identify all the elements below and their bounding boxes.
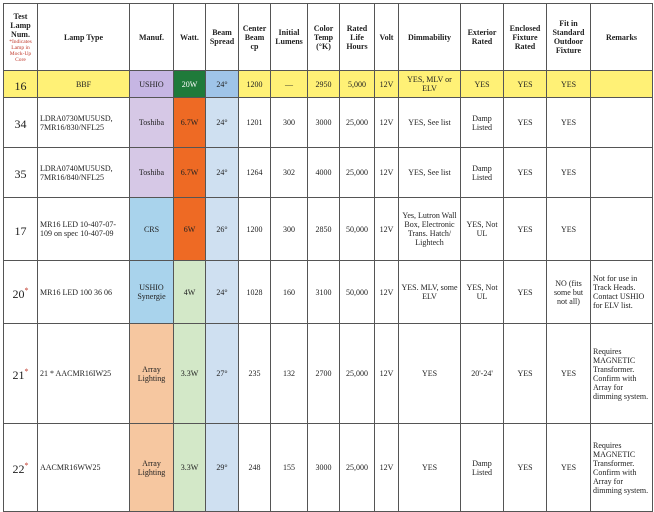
voltage: 12V	[375, 71, 399, 98]
beam-spread: 24°	[206, 261, 239, 324]
col-header-test-lamp: Test Lamp Num. *Indicates Lamp in Mock-Up Core	[4, 4, 38, 71]
table-row	[4, 198, 653, 261]
rated-life: 25,000	[340, 98, 375, 148]
table-row	[4, 98, 653, 148]
color-temp: 3100	[308, 261, 340, 324]
lamp-comparison-table	[3, 3, 653, 512]
center-beam-cp: 248	[239, 424, 271, 512]
fit-outdoor: YES	[547, 198, 591, 261]
manufacturer: Toshiba	[130, 148, 174, 198]
wattage: 6W	[174, 198, 206, 261]
voltage: 12V	[375, 198, 399, 261]
table-row	[4, 71, 653, 98]
manufacturer: Array Lighting	[130, 424, 174, 512]
initial-lumens: 132	[271, 324, 308, 424]
voltage: 12V	[375, 261, 399, 324]
initial-lumens: 300	[271, 198, 308, 261]
color-temp: 4000	[308, 148, 340, 198]
dimmability: Yes, Lutron Wall Box, Electronic Trans. Hatch/ Lightech	[399, 198, 461, 261]
wattage: 6.7W	[174, 98, 206, 148]
enclosed-rated: YES	[504, 71, 547, 98]
table-row	[4, 261, 653, 324]
color-temp: 2850	[308, 198, 340, 261]
col-header-lamp-type: Lamp Type	[38, 4, 130, 71]
lamp-number: 20*	[4, 261, 38, 324]
initial-lumens: 155	[271, 424, 308, 512]
initial-lumens: 300	[271, 98, 308, 148]
lamp-comparison-sheet	[3, 3, 651, 495]
manufacturer: CRS	[130, 198, 174, 261]
col-header-remarks: Remarks	[591, 4, 653, 71]
center-beam-cp: 1201	[239, 98, 271, 148]
remarks: Not for use in Track Heads. Contact USHIO for ELV list.	[591, 261, 653, 324]
dimmability: YES, See list	[399, 148, 461, 198]
rated-life: 25,000	[340, 424, 375, 512]
exterior-rated: YES	[461, 71, 504, 98]
exterior-rated: 20'-24'	[461, 324, 504, 424]
rated-life: 50,000	[340, 261, 375, 324]
col-header-color-temp: Color Temp (°K)	[308, 4, 340, 71]
rated-life: 25,000	[340, 324, 375, 424]
fit-outdoor: NO (fits some but not all)	[547, 261, 591, 324]
center-beam-cp: 1264	[239, 148, 271, 198]
dimmability: YES	[399, 324, 461, 424]
wattage: 6.7W	[174, 148, 206, 198]
voltage: 12V	[375, 424, 399, 512]
beam-spread: 27°	[206, 324, 239, 424]
center-beam-cp: 1028	[239, 261, 271, 324]
lamp-number: 17	[4, 198, 38, 261]
lamp-type: LDRA0730MU5USD, 7MR16/830/NFL25	[38, 98, 130, 148]
col-header-watt: Watt.	[174, 4, 206, 71]
enclosed-rated: YES	[504, 148, 547, 198]
voltage: 12V	[375, 324, 399, 424]
remarks	[591, 148, 653, 198]
col-header-exterior: Exterior Rated	[461, 4, 504, 71]
fit-outdoor: YES	[547, 148, 591, 198]
beam-spread: 26°	[206, 198, 239, 261]
initial-lumens: 302	[271, 148, 308, 198]
enclosed-rated: YES	[504, 424, 547, 512]
dimmability: YES, See list	[399, 98, 461, 148]
initial-lumens: 160	[271, 261, 308, 324]
wattage: 4W	[174, 261, 206, 324]
center-beam-cp: 1200	[239, 198, 271, 261]
lamp-number: 34	[4, 98, 38, 148]
manufacturer: Array Lighting	[130, 324, 174, 424]
lamp-type: MR16 LED 10-407-07-109 on spec 10-407-09	[38, 198, 130, 261]
initial-lumens: —	[271, 71, 308, 98]
lamp-number: 35	[4, 148, 38, 198]
wattage: 20W	[174, 71, 206, 98]
lamp-type: LDRA0740MU5USD, 7MR16/840/NFL25	[38, 148, 130, 198]
col-header-center-beam: Center Beam cp	[239, 4, 271, 71]
exterior-rated: Damp Listed	[461, 148, 504, 198]
remarks	[591, 71, 653, 98]
dimmability: YES	[399, 424, 461, 512]
col-header-fit: Fit in Standard Outdoor Fixture	[547, 4, 591, 71]
center-beam-cp: 235	[239, 324, 271, 424]
lamp-type: AACMR16WW25	[38, 424, 130, 512]
col-header-initial-lumens: Initial Lumens	[271, 4, 308, 71]
lamp-type: BBF	[38, 71, 130, 98]
lamp-number: 16	[4, 71, 38, 98]
col-header-beam-spread: Beam Spread	[206, 4, 239, 71]
voltage: 12V	[375, 148, 399, 198]
center-beam-cp: 1200	[239, 71, 271, 98]
lamp-type: 21 * AACMR16IW25	[38, 324, 130, 424]
color-temp: 3000	[308, 424, 340, 512]
remarks	[591, 198, 653, 261]
col-header-dimmability: Dimmability	[399, 4, 461, 71]
exterior-rated: YES, Not UL	[461, 261, 504, 324]
lamp-number: 22*	[4, 424, 38, 512]
enclosed-rated: YES	[504, 98, 547, 148]
col-header-volt: Volt	[375, 4, 399, 71]
rated-life: 25,000	[340, 148, 375, 198]
dimmability: YES, MLV or ELV	[399, 71, 461, 98]
manufacturer: USHIO	[130, 71, 174, 98]
col-header-rated-life: Rated Life Hours	[340, 4, 375, 71]
remarks	[591, 98, 653, 148]
voltage: 12V	[375, 98, 399, 148]
color-temp: 2950	[308, 71, 340, 98]
table-row	[4, 324, 653, 424]
exterior-rated: Damp Listed	[461, 98, 504, 148]
rated-life: 5,000	[340, 71, 375, 98]
remarks: Requires MAGNETIC Transformer. Confirm with Array for dimming system.	[591, 424, 653, 512]
exterior-rated: Damp Listed	[461, 424, 504, 512]
col-header-enclosed: Enclosed Fixture Rated	[504, 4, 547, 71]
enclosed-rated: YES	[504, 198, 547, 261]
manufacturer: Toshiba	[130, 98, 174, 148]
fit-outdoor: YES	[547, 424, 591, 512]
color-temp: 3000	[308, 98, 340, 148]
manufacturer: USHIO Synergie	[130, 261, 174, 324]
remarks: Requires MAGNETIC Transformer. Confirm with Array for dimming system.	[591, 324, 653, 424]
lamp-number: 21*	[4, 324, 38, 424]
header-row	[4, 4, 653, 71]
mock-up-note: *Indicates Lamp in Mock-Up Core	[9, 38, 32, 63]
beam-spread: 24°	[206, 98, 239, 148]
fit-outdoor: YES	[547, 71, 591, 98]
enclosed-rated: YES	[504, 324, 547, 424]
table-row	[4, 424, 653, 512]
enclosed-rated: YES	[504, 261, 547, 324]
beam-spread: 24°	[206, 71, 239, 98]
wattage: 3.3W	[174, 324, 206, 424]
col-header-manuf: Manuf.	[130, 4, 174, 71]
fit-outdoor: YES	[547, 324, 591, 424]
exterior-rated: YES, Not UL	[461, 198, 504, 261]
color-temp: 2700	[308, 324, 340, 424]
dimmability: YES. MLV, some ELV	[399, 261, 461, 324]
rated-life: 50,000	[340, 198, 375, 261]
beam-spread: 29°	[206, 424, 239, 512]
table-row	[4, 148, 653, 198]
beam-spread: 24°	[206, 148, 239, 198]
wattage: 3.3W	[174, 424, 206, 512]
fit-outdoor: YES	[547, 98, 591, 148]
lamp-type: MR16 LED 100 36 06	[38, 261, 130, 324]
